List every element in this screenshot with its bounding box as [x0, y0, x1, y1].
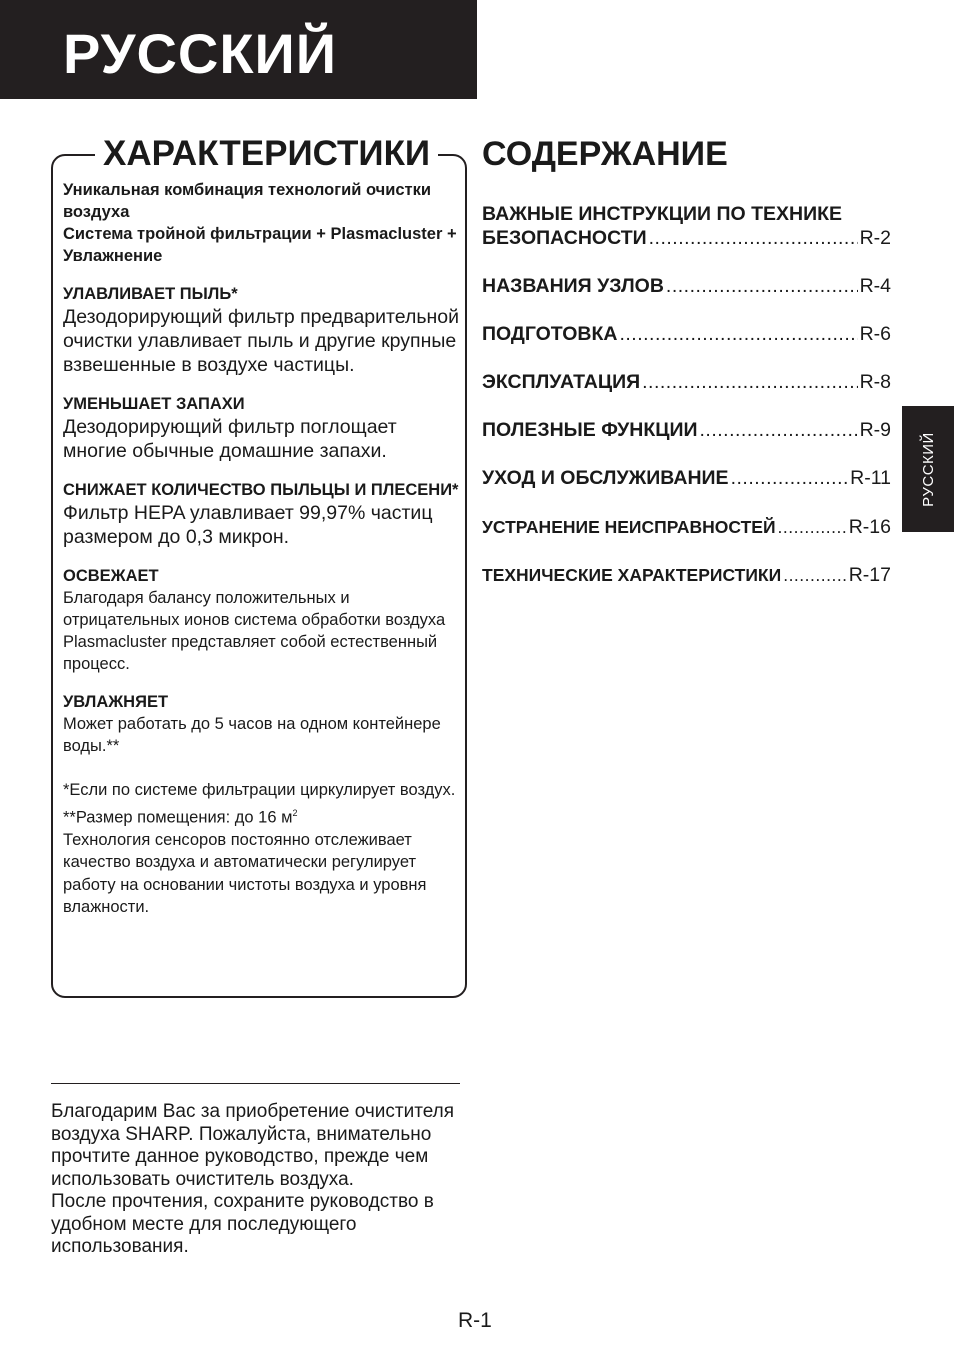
toc-leader-dots — [649, 226, 858, 250]
feature-text: Благодаря балансу положительных и отрицательных ионов система обработки воздуха Plasmacluster представляет собой естественный процесс. — [63, 589, 446, 673]
footnote-sensor: Технология сенсоров постоянно отслеживает качество воздуха и автоматически регулирует работу на основании чистоты воздуха и уровня влажности. — [63, 830, 427, 916]
feature-dust — [63, 283, 463, 377]
toc-leader-dots — [783, 563, 847, 587]
toc-item-label: НАЗВАНИЯ УЗЛОВ — [482, 275, 664, 297]
language-banner: РУССКИЙ — [0, 0, 477, 99]
toc-item-troubleshooting[interactable] — [482, 515, 891, 539]
toc-item-label: ПОЛЕЗНЫЕ ФУНКЦИИ — [482, 419, 698, 441]
toc-page-number: R-4 — [859, 275, 891, 297]
section-divider — [51, 1083, 460, 1084]
toc-item-label: ЭКСПЛУАТАЦИЯ — [482, 371, 641, 393]
toc-item-safety[interactable] — [482, 202, 891, 250]
footnote-room-size — [63, 802, 463, 829]
features-title: ХАРАКТЕРИСТИКИ — [95, 136, 438, 171]
features-intro — [63, 179, 463, 267]
side-tab-label: РУССКИЙ — [919, 431, 937, 507]
toc-leader-dots — [731, 466, 849, 490]
toc-item-label: БЕЗОПАСНОСТИ — [482, 227, 647, 249]
toc-page-number: R-9 — [859, 419, 891, 441]
feature-heading: СНИЖАЕТ КОЛИЧЕСТВО ПЫЛЬЦЫ И ПЛЕСЕНИ* — [63, 481, 459, 499]
feature-text: Фильтр HEPA улавливает 99,97% частиц размером до 0,3 микрон. — [63, 502, 433, 548]
toc-page-number: R-6 — [859, 323, 891, 345]
footnotes — [63, 779, 463, 919]
toc-page-number: R-2 — [859, 227, 891, 249]
thanks-text: Благодарим Вас за приобретение очистителя воздуха SHARP. Пожалуйста, внимательно прочтите данное руководство, прежде чем использовать очиститель воздуха. — [51, 1101, 455, 1190]
feature-text: Дезодорирующий фильтр поглощает многие обычные домашние запахи. — [63, 416, 397, 462]
footnote-filtration: *Если по системе фильтрации циркулирует воздух. — [63, 781, 456, 799]
toc-item-label: УХОД И ОБСЛУЖИВАНИЕ — [482, 467, 729, 489]
contents-title: СОДЕРЖАНИЕ — [482, 135, 728, 173]
toc-item-label: ПОДГОТОВКА — [482, 323, 618, 345]
toc-page-number: R-8 — [859, 371, 891, 393]
toc-leader-dots — [666, 274, 858, 298]
feature-freshens — [63, 565, 463, 675]
toc-page-number: R-17 — [848, 564, 891, 586]
language-side-tab — [902, 406, 954, 532]
feature-pollen — [63, 479, 463, 549]
toc-item-functions[interactable] — [482, 418, 891, 442]
toc-leader-dots — [778, 515, 847, 539]
toc-item-preparation[interactable] — [482, 322, 891, 346]
features-box — [51, 134, 467, 998]
thanks-paragraph — [51, 1101, 461, 1259]
features-intro-line1: Уникальная комбинация технологий очистки воздуха — [63, 181, 432, 221]
feature-heading: УВЛАЖНЯЕТ — [63, 693, 169, 711]
toc-item-parts[interactable] — [482, 274, 891, 298]
feature-humidifies — [63, 691, 463, 757]
features-intro-line2: Система тройной фильтрации + Plasmacluster + Увлажнение — [63, 225, 457, 265]
feature-text: Дезодорирующий фильтр предварительной очистки улавливает пыль и другие крупные взвешенные в воздухе частицы. — [63, 306, 459, 376]
toc-item-label-line1: ВАЖНЫЕ ИНСТРУКЦИИ ПО ТЕХНИКЕ — [482, 203, 843, 225]
feature-text: Может работать до 5 часов на одном контейнере воды.** — [63, 715, 441, 755]
toc-item-operation[interactable] — [482, 370, 891, 394]
toc-page-number: R-11 — [850, 467, 891, 489]
toc-leader-dots — [619, 322, 857, 346]
feature-heading: ОСВЕЖАЕТ — [63, 567, 159, 585]
feature-odors — [63, 393, 463, 463]
footnote-superscript: 2 — [292, 807, 298, 818]
footnote-room-size-text: **Размер помещения: до 16 м — [63, 808, 293, 826]
feature-heading: УЛАВЛИВАЕТ ПЫЛЬ* — [63, 285, 238, 303]
toc-item-specifications[interactable] — [482, 563, 891, 587]
features-body — [63, 179, 463, 919]
toc-leader-dots — [700, 418, 858, 442]
toc-item-label: УСТРАНЕНИЕ НЕИСПРАВНОСТЕЙ — [482, 517, 776, 537]
toc-page-number: R-16 — [848, 516, 891, 538]
feature-heading: УМЕНЬШАЕТ ЗАПАХИ — [63, 395, 245, 413]
toc-item-label: ТЕХНИЧЕСКИЕ ХАРАКТЕРИСТИКИ — [482, 565, 782, 585]
thanks-text-keep-manual: После прочтения, сохраните руководство в удобном месте для последующего использования. — [51, 1191, 434, 1257]
table-of-contents — [482, 202, 891, 587]
toc-item-care[interactable] — [482, 466, 891, 490]
page-number: R-1 — [458, 1309, 492, 1332]
toc-leader-dots — [642, 370, 857, 394]
